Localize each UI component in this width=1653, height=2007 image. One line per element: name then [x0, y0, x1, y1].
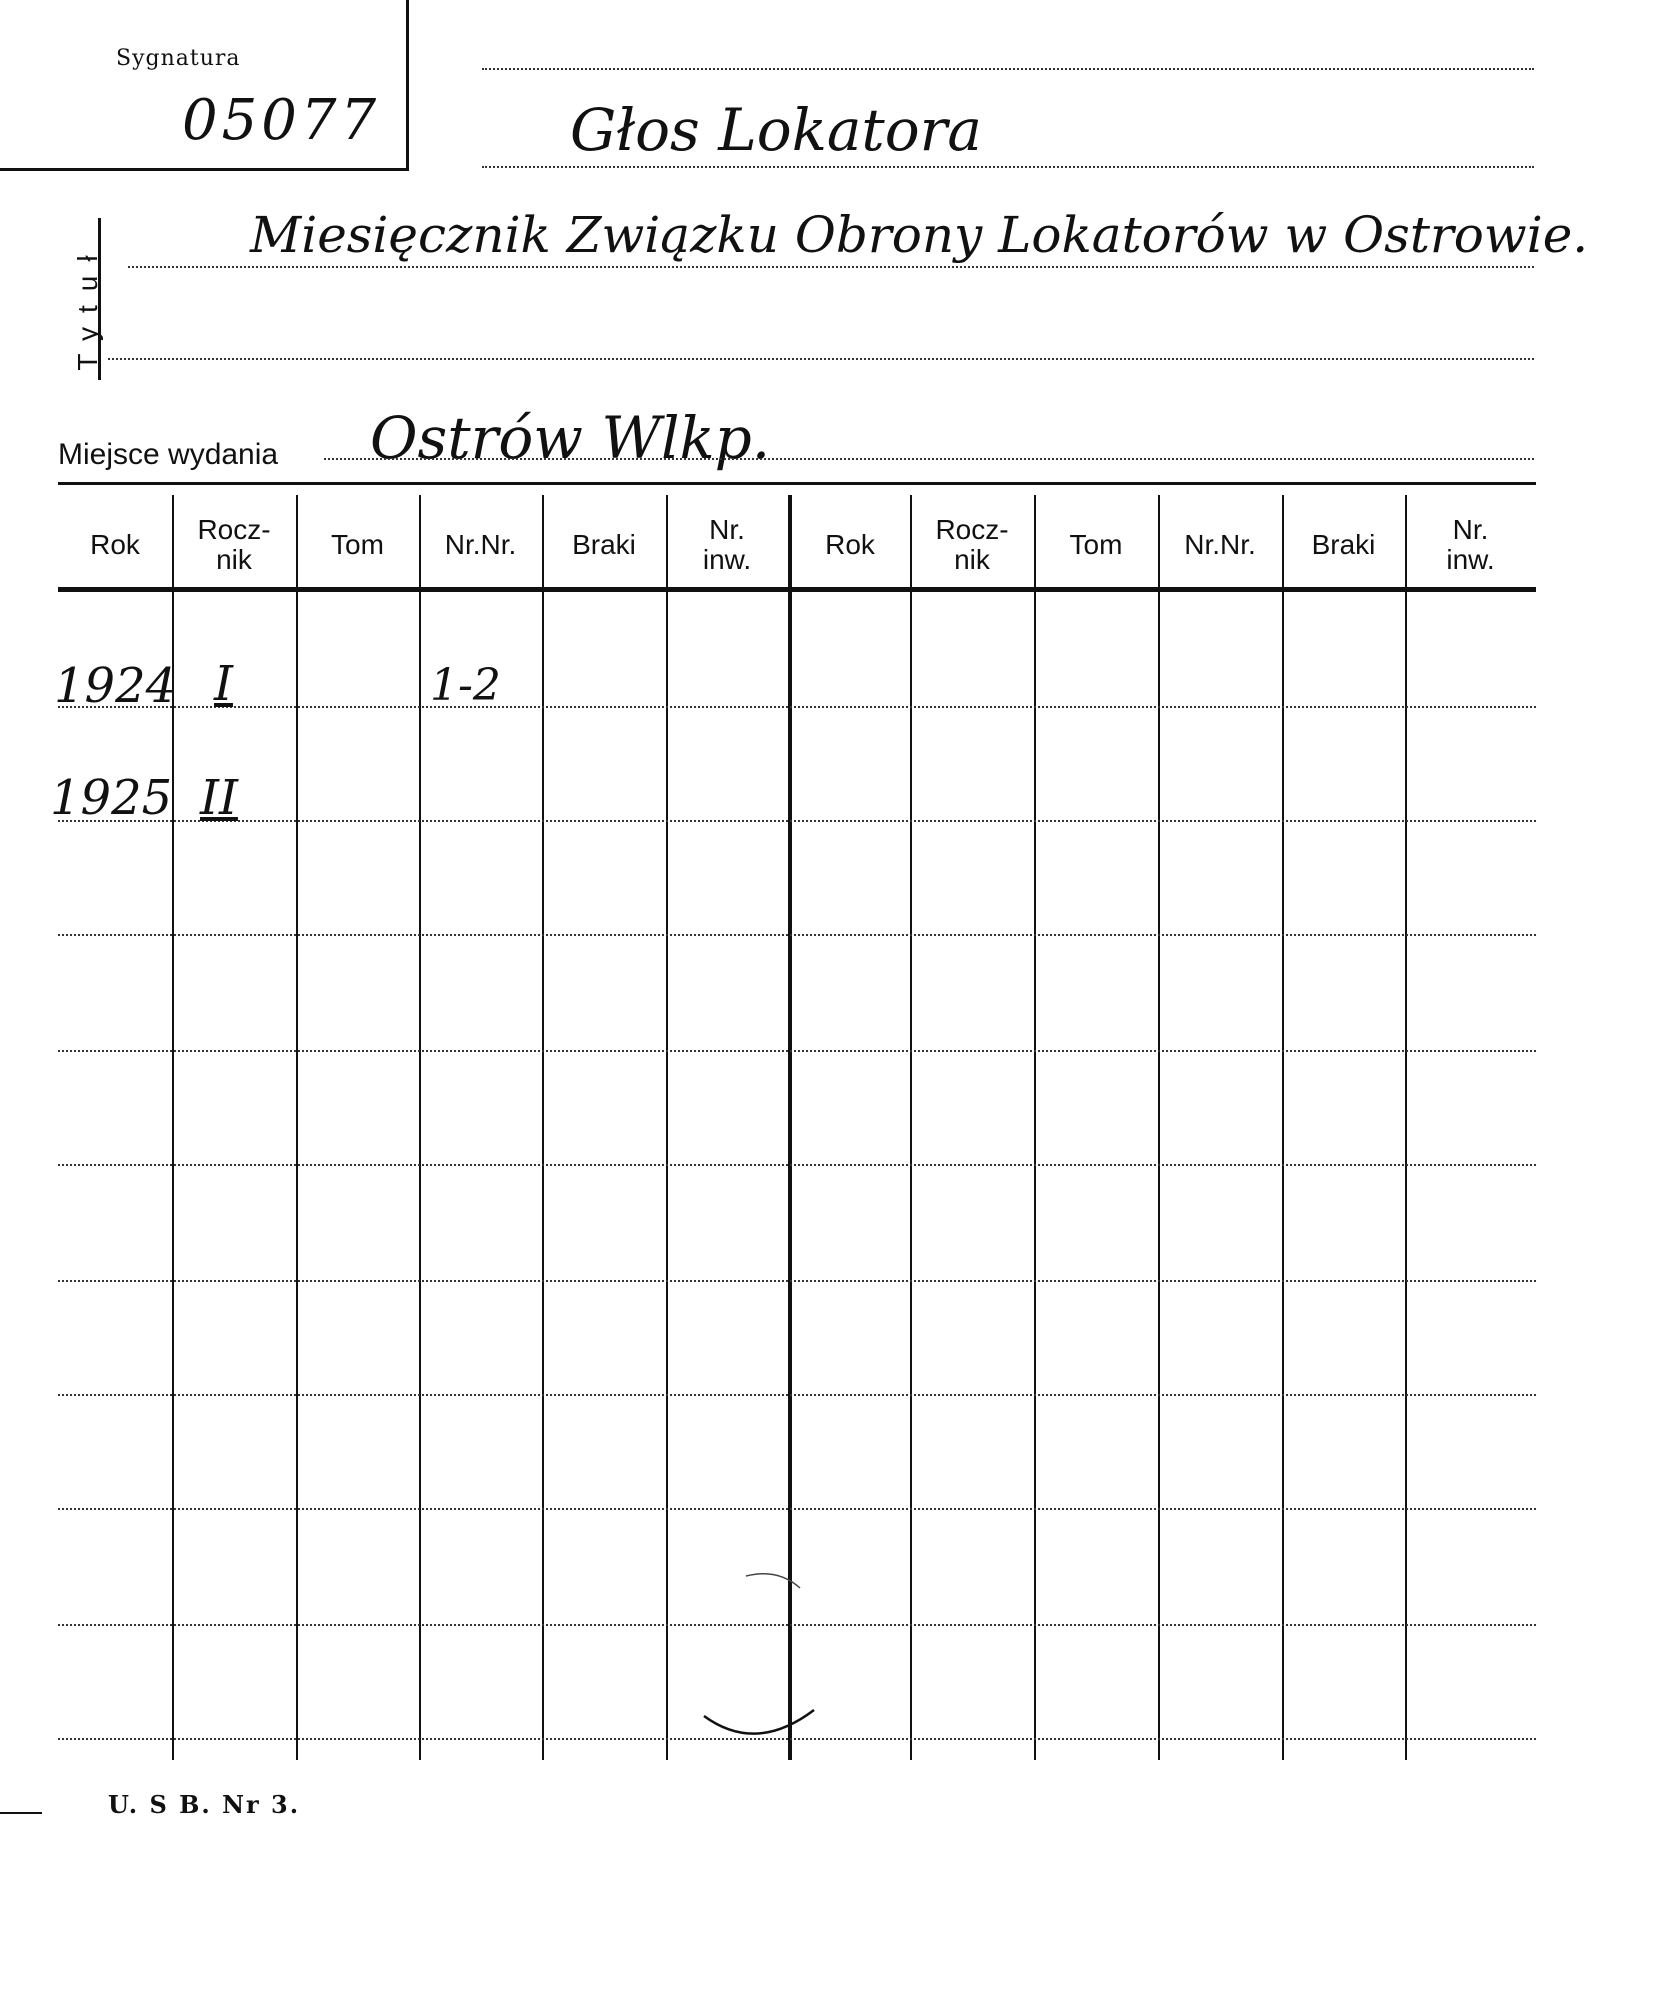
header-rocznik-left: Rocz- nik — [197, 514, 271, 575]
header-tom-left: Tom — [331, 529, 384, 560]
header-rok-right: Rok — [825, 529, 875, 560]
header-nrnr-right: Nr.Nr. — [1184, 529, 1256, 560]
place-value: Ostrów Wlkp. — [370, 404, 771, 472]
row-line-5 — [58, 1164, 1536, 1166]
col-divider-4 — [542, 495, 544, 1760]
footer-code: U. S B. Nr 3. — [108, 1790, 301, 1819]
row-line-8 — [58, 1508, 1536, 1510]
row-2-rok: 1925 — [50, 770, 173, 826]
col-divider-2 — [296, 495, 298, 1760]
header-braki-left: Braki — [572, 529, 636, 560]
row-line-4 — [58, 1050, 1536, 1052]
signature-value: 05077 — [182, 88, 381, 153]
header-rok-left: Rok — [90, 529, 140, 560]
punch-hole — [688, 1540, 848, 1740]
title-handwritten: Głos Lokatora — [570, 96, 982, 164]
title-bracket — [98, 218, 101, 380]
subtitle-handwritten: Miesięcznik Związku Obrony Lokatorów w Ostrowie. — [250, 206, 1589, 264]
header-braki-right: Braki — [1311, 529, 1376, 560]
header-tom-right: Tom — [1069, 529, 1123, 560]
edge-mark — [0, 1812, 42, 1814]
subtitle-line-1 — [128, 266, 1534, 268]
title-line-top — [482, 68, 1534, 70]
place-line — [324, 458, 1534, 460]
header-nrinw-left: Nr. inw. — [702, 514, 752, 575]
header-nrinw-right: Nr. inw. — [1446, 514, 1495, 575]
col-divider-10 — [1282, 495, 1284, 1760]
col-divider-3 — [419, 495, 421, 1760]
row-line-1 — [58, 706, 1536, 708]
col-divider-8 — [1034, 495, 1036, 1760]
col-divider-9 — [1158, 495, 1160, 1760]
row-1-nrnr: 1-2 — [430, 660, 501, 711]
header-rocznik-right: Rocz- nik — [935, 514, 1009, 575]
title-side-label: Tytuł — [72, 241, 103, 371]
title-line — [482, 166, 1534, 168]
row-1-rok: 1924 — [54, 658, 177, 714]
col-divider-5 — [666, 495, 668, 1760]
col-divider-11 — [1405, 495, 1407, 1760]
row-1-rocznik: I — [214, 656, 233, 712]
row-line-2 — [58, 820, 1536, 822]
row-line-6 — [58, 1280, 1536, 1282]
table-top-rule — [58, 482, 1536, 485]
signature-label: Sygnatura — [116, 46, 241, 71]
place-label: Miejsce wydania — [58, 438, 279, 471]
subtitle-line-2 — [108, 358, 1534, 360]
row-2-rocznik: II — [200, 770, 238, 826]
header-nrnr-left: Nr.Nr. — [444, 529, 517, 560]
row-line-3 — [58, 934, 1536, 936]
row-line-7 — [58, 1394, 1536, 1396]
col-divider-7 — [910, 495, 912, 1760]
